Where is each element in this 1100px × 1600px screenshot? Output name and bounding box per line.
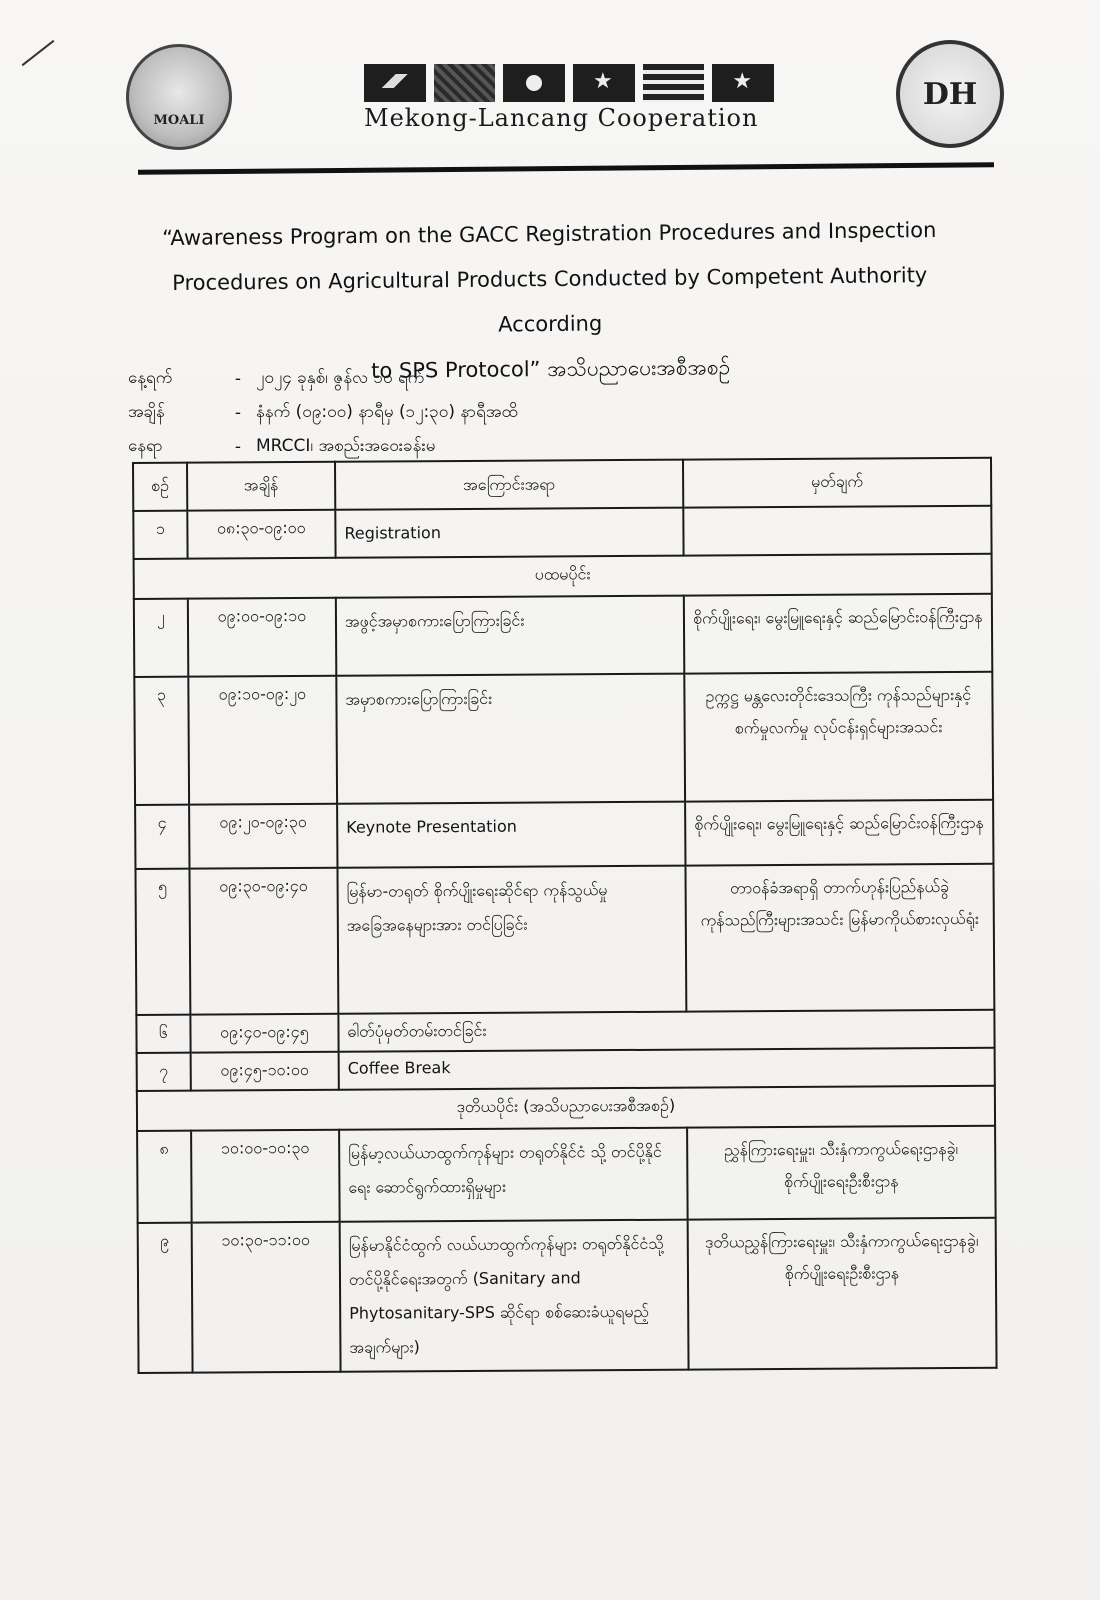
row-time: ၀၉:၂၀-၀၉:၃၀ bbox=[189, 804, 337, 869]
table-row bbox=[134, 672, 993, 805]
program-title-line: Procedures on Agricultural Products Conducted by Competent Authority According bbox=[172, 263, 928, 337]
event-info bbox=[128, 362, 888, 464]
table-row bbox=[135, 864, 994, 1015]
row-note: တာဝန်ခံအရာရှိ တာက်ဟုန်းပြည်နယ်ခွဲ ကုန်သည်ကြီးများအသင်း မြန်မာကိုယ်စားလှယ်ရုံး bbox=[685, 864, 994, 1012]
dh-logo bbox=[896, 40, 1004, 148]
row-no: ၆ bbox=[136, 1015, 190, 1053]
row-note: ဒုတိယညွှန်ကြားရေးမှူး၊ သီးနှံကာကွယ်ရေးဌာနခွဲ၊ စိုက်ပျိုးရေးဦးစီးဌာန bbox=[688, 1218, 997, 1370]
row-note: ဥက္ကဋ္ဌ မန္တလေးတိုင်းဒေသကြီး ကုန်သည်များနှင့် စက်မှုလက်မှု လုပ်ငန်းရှင်များအသင်း bbox=[684, 672, 993, 802]
row-time: ၀၉:၃၀-၀၉:၄၀ bbox=[189, 868, 338, 1015]
row-note: စိုက်ပျိုးရေး၊ မွေးမြူရေးနှင့် ဆည်မြောင်းဝန်ကြီးဌာန bbox=[684, 594, 992, 674]
flag-icon bbox=[643, 64, 705, 102]
row-note bbox=[683, 506, 991, 556]
row-topic: Registration bbox=[335, 508, 683, 558]
row-time: ၀၉:၄၅-၁၀:၀၀ bbox=[191, 1052, 339, 1091]
row-no: ၇ bbox=[137, 1053, 191, 1091]
header-time: အချိန် bbox=[187, 462, 335, 511]
row-topic: မြန်မာနိုင်ငံထွက် လယ်ယာထွက်ကုန်များ တရုတ်နိုင်ငံသို့ တင်ပို့နိုင်ရေးအတွက် (Sanitary and Phytosanitary-SPS ဆိုင်ရာ စစ်ဆေးခံယူရမည့် အချက်များ) bbox=[340, 1220, 689, 1372]
ministry-logo-text: MOALI bbox=[153, 112, 205, 128]
table-row bbox=[133, 506, 991, 559]
row-note: ညွှန်ကြားရေးမှူး၊ သီးနှံကာကွယ်ရေးဌာနခွဲ၊ စိုက်ပျိုးရေးဦးစီးဌာန bbox=[687, 1126, 996, 1220]
row-topic: Coffee Break bbox=[339, 1048, 995, 1090]
header-no: စဉ် bbox=[133, 463, 187, 511]
info-dash: - bbox=[234, 369, 242, 389]
program-title-line: to SPS Protocol” အသိပညာပေးအစီအစဉ် bbox=[371, 355, 731, 383]
table-row bbox=[134, 594, 992, 677]
row-no: ၉ bbox=[138, 1223, 193, 1373]
row-no: ၅ bbox=[135, 869, 190, 1015]
header-note: မှတ်ချက် bbox=[683, 458, 991, 508]
row-no: ၁ bbox=[133, 511, 187, 559]
header-topic: အကြောင်းအရာ bbox=[335, 460, 683, 510]
schedule-table bbox=[132, 457, 998, 1374]
row-note: စိုက်ပျိုးရေး၊ မွေးမြူရေးနှင့် ဆည်မြောင်းဝန်ကြီးဌာန bbox=[685, 800, 993, 866]
row-time: ၁၀:၀၀-၁၀:၃၀ bbox=[191, 1130, 340, 1223]
info-time bbox=[128, 396, 888, 430]
row-time: ၁၀:၃၀-၁၁:၀၀ bbox=[192, 1222, 341, 1373]
row-topic: အမှာစကားပြောကြားခြင်း bbox=[336, 674, 685, 804]
row-topic: အဖွင့်အမှာစကားပြောကြားခြင်း bbox=[336, 596, 684, 676]
org-title: Mekong-Lancang Cooperation bbox=[364, 104, 759, 132]
info-dash: - bbox=[234, 437, 242, 457]
row-topic: မြန်မာ့လယ်ယာထွက်ကုန်များ တရုတ်နိုင်ငံ သို့ တင်ပို့နိုင်ရေး ဆောင်ရွက်ထားရှိမှုများ bbox=[339, 1128, 688, 1222]
section-title: ဒုတိယပိုင်း (အသိပညာပေးအစီအစဉ်) bbox=[137, 1086, 995, 1131]
table-row bbox=[137, 1048, 995, 1091]
flag-icon bbox=[434, 64, 496, 102]
header-rule bbox=[138, 162, 994, 174]
info-value: ၂၀၂၄ ခုနှစ်၊ ဇွန်လ ၁၀ ရက် bbox=[256, 367, 425, 388]
row-topic: Keynote Presentation bbox=[337, 802, 685, 868]
ministry-logo bbox=[126, 44, 232, 150]
section-title: ပထမပိုင်း bbox=[134, 554, 992, 599]
info-value: နံနက် (၀၉:၀၀) နာရီမှ (၁၂:၃၀) နာရီအထိ bbox=[256, 401, 518, 422]
table-row bbox=[136, 1010, 994, 1053]
info-date bbox=[128, 362, 888, 396]
info-value: MRCCI၊ အစည်းအဝေးခန်းမ bbox=[256, 435, 436, 456]
table-row bbox=[137, 1126, 996, 1223]
table-header-row bbox=[133, 458, 991, 511]
flag-icon bbox=[364, 64, 426, 102]
table-row bbox=[138, 1218, 997, 1373]
row-time: ၀၉:၁၀-၀၉:၂၀ bbox=[188, 676, 337, 805]
table-row bbox=[135, 800, 993, 869]
row-time: ၀၉:၀၀-၀၉:၁၀ bbox=[188, 598, 336, 677]
pen-mark bbox=[22, 40, 55, 66]
info-dash: - bbox=[234, 403, 242, 423]
info-key: နေရာ bbox=[128, 435, 163, 456]
flag-icon bbox=[573, 64, 635, 102]
row-topic: ဓါတ်ပုံမှတ်တမ်းတင်ခြင်း bbox=[338, 1010, 994, 1052]
section-row bbox=[134, 554, 992, 599]
row-no: ၂ bbox=[134, 599, 188, 677]
dh-logo-text: DH bbox=[922, 76, 978, 112]
row-no: ၄ bbox=[135, 805, 189, 869]
info-key: အချိန် bbox=[128, 401, 165, 422]
program-title-line: “Awareness Program on the GACC Registration Procedures and Inspection bbox=[162, 217, 937, 251]
row-time: ၀၉:၄၀-၀၉:၄၅ bbox=[190, 1014, 338, 1053]
row-no: ၈ bbox=[137, 1131, 192, 1223]
flag-icon bbox=[712, 64, 774, 102]
member-flags bbox=[364, 64, 774, 104]
row-time: ၀၈:၃၀-၀၉:၀၀ bbox=[187, 510, 335, 559]
flag-icon bbox=[503, 64, 565, 102]
section-row bbox=[137, 1086, 995, 1131]
row-topic: မြန်မာ-တရုတ် စိုက်ပျိုးရေးဆိုင်ရာ ကုန်သွယ်မှု အခြေအနေများအား တင်ပြခြင်း bbox=[337, 866, 686, 1014]
row-no: ၃ bbox=[134, 677, 189, 805]
info-key: နေ့ရက် bbox=[128, 367, 173, 388]
